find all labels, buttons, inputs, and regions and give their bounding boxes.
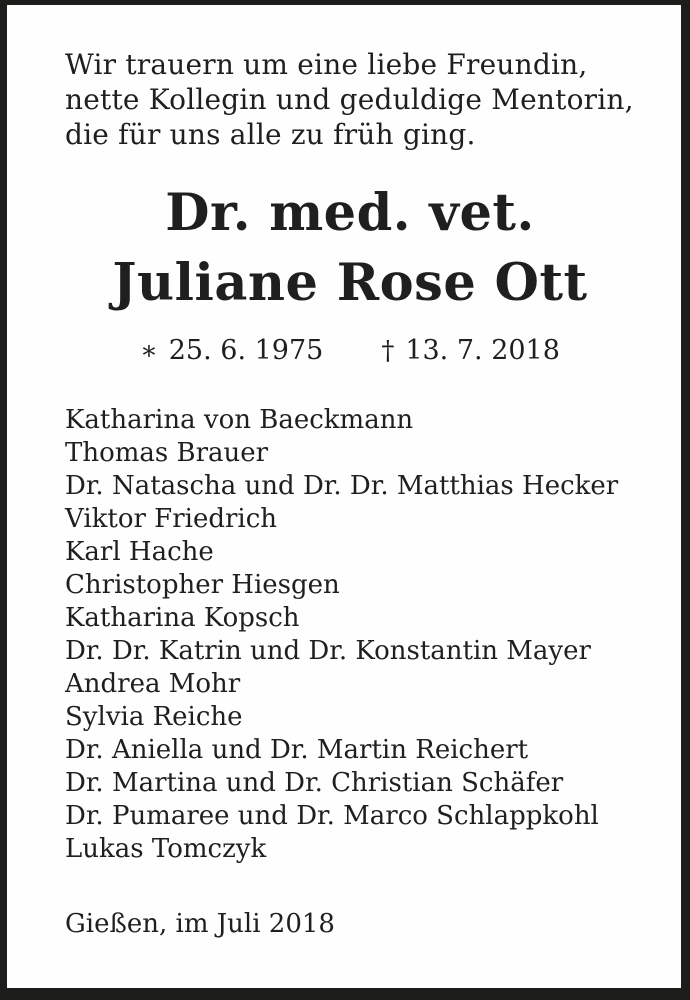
mourner-name: Andrea Mohr (65, 669, 241, 699)
death-cross-icon: † (381, 336, 395, 366)
intro-line: Wir trauern um eine liebe Freundin, (65, 48, 588, 81)
deceased-title (65, 178, 635, 318)
mourner-name: Viktor Friedrich (65, 504, 278, 534)
intro-line: nette Kollegin und geduldige Mentorin, (65, 83, 634, 116)
intro-text (65, 47, 661, 152)
intro-line: die für uns alle zu früh ging. (65, 118, 476, 151)
notice-content (7, 5, 681, 941)
mourner-name: Katharina Kopsch (65, 603, 300, 633)
mourner-name: Karl Hache (65, 537, 214, 567)
mourner-name: Dr. Aniella und Dr. Martin Reichert (65, 735, 529, 765)
death-date (381, 334, 560, 368)
mourner-name: Thomas Brauer (65, 438, 269, 468)
mourner-name: Christopher Hiesgen (65, 570, 340, 600)
death-date-value: 13. 7. 2018 (405, 335, 560, 366)
life-dates (65, 334, 635, 368)
place-date: Gießen, im Juli 2018 (65, 909, 335, 939)
deceased-name: Juliane Rose Ott (112, 253, 588, 313)
mourner-name: Dr. Martina und Dr. Christian Schäfer (65, 768, 564, 798)
mourner-name: Lukas Tomczyk (65, 834, 267, 864)
birth-date (140, 334, 323, 368)
mourner-name: Dr. Natascha und Dr. Dr. Matthias Hecker (65, 471, 619, 501)
deceased-title-prefix: Dr. med. vet. (165, 183, 535, 243)
mourner-name: Sylvia Reiche (65, 702, 243, 732)
born-star-icon: ∗ (140, 336, 158, 366)
mourner-name: Dr. Dr. Katrin und Dr. Konstantin Mayer (65, 636, 591, 666)
birth-date-value: 25. 6. 1975 (168, 335, 324, 366)
mourner-name: Katharina von Baeckmann (65, 405, 414, 435)
mourner-name: Dr. Pumaree und Dr. Marco Schlappkohl (65, 801, 599, 831)
mourners-list (65, 404, 661, 866)
